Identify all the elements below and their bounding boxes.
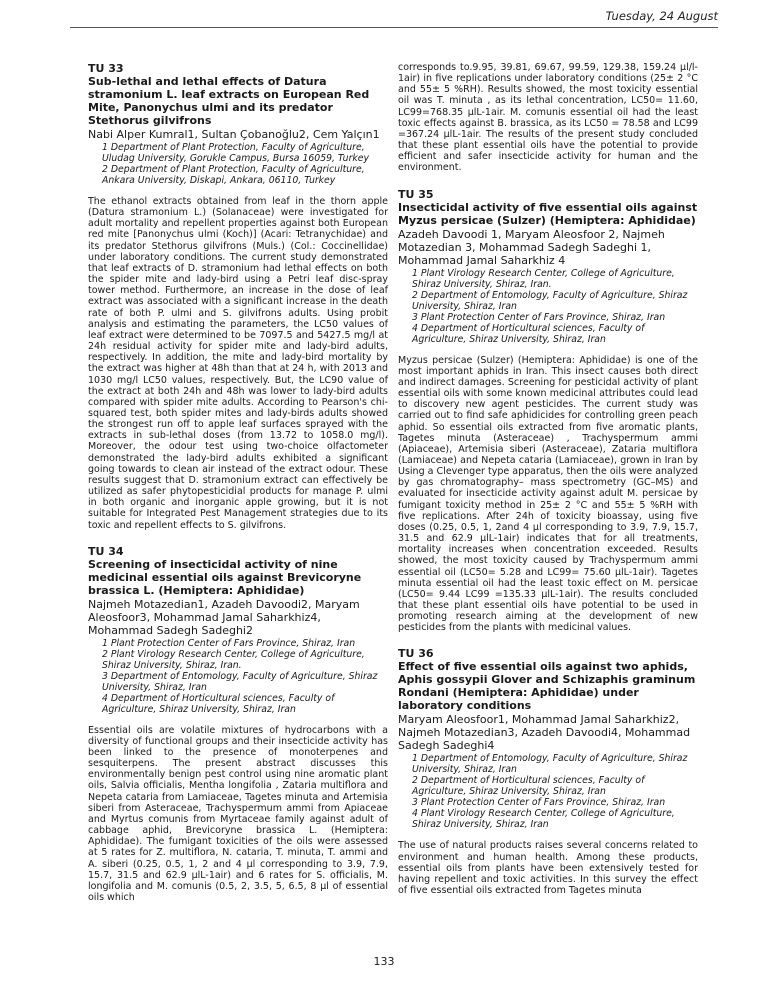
affiliation: 2 Department of Entomology, Faculty of Agriculture, Shiraz University, Shiraz, Iran <box>412 289 688 312</box>
abstract-authors: Azadeh Davoodi 1, Maryam Aleosfoor 2, Najmeh Motazedian 3, Mohammad Sadegh Sadeghi 1, Mohammad Jamal Saharkhiz 4 <box>398 227 665 267</box>
section-gap <box>398 633 698 647</box>
right-column <box>398 62 698 896</box>
running-header-date: Tuesday, 24 August <box>605 9 718 23</box>
affiliation: 4 Department of Horticultural sciences, Faculty of Agriculture, Shiraz University, Shiraz, Iran <box>102 692 335 715</box>
abstract-id: TU 35 <box>398 187 434 201</box>
abstract-body: Myzus persicae (Sulzer) (Hemiptera: Aphididae) is one of the most important aphids in Iran. This insect causes both direct and indirect damages. Screening for pesticidal activity of plant essential oils with some known medicinal attributes could lead to discovery new agent pesticides. The current study was carried out to find safe aphidicides for controlling green peach aphid. So essential oils extracted from five aromatic plants, Tagetes minuta (Asteraceae) , Trachyspermum ammi (Apiaceae), Artemisia siberi (Asteraceae), Zataria multiflora (Lamiaceae) and Nepeta cataria (Lamiaceae), grown in Iran by Using a Clevenger type apparatus, then the oils were analyzed by gas chromatography– mass spectrometry (GC–MS) and evaluated for insecticide activity against adult M. persicae by fumigant toxicity method in 25± 2 °C and 55± 5 %RH with five replications. After 24h of toxicity bioassay, using five doses (0.25, 0.5, 1, 2and 4 µl corresponding to 3.9, 7.9, 15.7, 31.5 and 62.9 µlL-1air) indicates that for all treatments, mortality increases when concentration exceeded. Results showed, the most toxicity caused by Trachyspermum ammi essential oil (LC50= 5.28 and LC99= 75.60 µlL-1air). Tagetes minuta essential oil had the least toxic effect on M. persicae (LC50= 9.44 LC99 =135.33 µlL-1air). The results concluded that these plant essential oils have potential to be used in promoting research aiming at the development of new pesticides from the plants with medicinal values. <box>398 354 698 634</box>
affiliation: 2 Department of Plant Protection, Faculty of Agriculture, Ankara University, Diskapi, Ankara, 06110, Turkey <box>102 164 365 186</box>
abstract-tu33 <box>88 62 388 531</box>
abstract-body-continued: corresponds to.9.95, 39.81, 69.67, 99.59, 129.38, 159.24 µl/l-1air) in five replications under laboratory conditions (25± 2 °C and 55± 5 %RH). Results showed, the most toxicity essential oil was T. minuta , as its lethal concentration, LC50= 11.60, LC99=768.35 µlL-1air. M. comunis essential oil had the least toxic effects against B. brassica, as its LC50 = 78.58 and LC99 =367.24 µlL-1air. The results of the present study concluded that these plant essential oils have the potential to provide efficient and safer insecticide activity for human and the environment. <box>398 62 698 174</box>
affiliation: 1 Department of Plant Protection, Faculty of Agriculture, Uludag University, Gorukle Campus, Bursa 16059, Turkey <box>102 142 369 164</box>
affiliation-list <box>102 142 388 186</box>
affiliation-list <box>412 753 698 830</box>
header-rule <box>70 27 718 28</box>
affiliation: 3 Plant Protection Center of Fars Province, Shiraz, Iran <box>412 311 666 323</box>
affiliation-list <box>102 638 388 715</box>
abstract-authors: Maryam Aleosfoor1, Mohammad Jamal Saharkhiz2, Najmeh Motazedian3, Azadeh Davoodi4, Mohammad Sadegh Sadeghi4 <box>398 713 691 753</box>
section-gap <box>88 531 388 545</box>
left-column <box>88 62 388 903</box>
affiliation: 3 Plant Protection Center of Fars Province, Shiraz, Iran <box>412 797 666 809</box>
page-number: 133 <box>373 955 395 968</box>
abstract-id: TU 36 <box>398 647 434 661</box>
affiliation-list <box>412 268 698 345</box>
affiliation: 2 Department of Horticultural sciences, Faculty of Agriculture, Shiraz University, Shiraz, Iran <box>412 775 645 798</box>
abstract-title: Insecticidal activity of five essential oils against Myzus persicae (Sulzer) (Hemiptera: Aphididae) <box>398 200 698 227</box>
abstract-title: Effect of five essential oils against two aphids, Aphis gossypii Glover and Schizaphis graminum Rondani (Hemiptera: Aphididae) under laboratory conditions <box>398 660 696 713</box>
abstract-body: The use of natural products raises several concerns related to environment and human health. Among these products, essential oils from plants have been extensively tested for having repellent and toxic activities. In this survey the effect of five essential oils extracted from Tagetes minuta <box>398 840 698 897</box>
affiliation: 2 Plant Virology Research Center, College of Agriculture, Shiraz University, Shiraz, Iran. <box>102 648 365 671</box>
affiliation: 1 Department of Entomology, Faculty of Agriculture, Shiraz University, Shiraz, Iran <box>412 753 688 776</box>
affiliation: 3 Department of Entomology, Faculty of Agriculture, Shiraz University, Shiraz, Iran <box>102 670 378 693</box>
section-gap <box>398 174 698 188</box>
abstract-authors: Najmeh Motazedian1, Azadeh Davoodi2, Maryam Aleosfoor3, Mohammad Jamal Saharkhiz4, Mohammad Sadegh Sadeghi2 <box>88 597 360 637</box>
abstract-id: TU 33 <box>88 62 124 75</box>
abstract-tu34 <box>88 545 388 904</box>
affiliation: 4 Department of Horticultural sciences, Faculty of Agriculture, Shiraz University, Shiraz, Iran <box>412 322 645 345</box>
abstract-tu35 <box>398 188 698 634</box>
abstract-body: The ethanol extracts obtained from leaf in the thorn apple (Datura stramonium L.) (Solanaceae) were investigated for adult mortality and repellent properties against both European red mite [Panonychus ulmi (Koch)] (Acari: Tetranychidae) and its predator Stethorus gilvifrons (Muls.) (Col.: Coccinellidae) under laboratory conditions. The current study demonstrated that leaf extracts of D. stramonium had lethal effects on both the spider mite and lady-bird using a Petri leaf disc-spray tower method. Furthermore, an increase in the dose of leaf extract was associated with a significant increase in the death rate of both P. ulmi and S. gilvifrons adults. Using probit analysis and estimating the parameters, the LC50 values of leaf extract were determined to be 7097.5 and 5427.5 mg/l at 24h residual activity for spider mite and lady-bird adults, respectively. In addition, the mite and lady-bird mortality by the extract was higher at 48h than that at 24 h, with 2013 and 1030 mg/l LC50 values, respectively. But, the LC90 value of the extract at both 24h and 48h was lower to lady-bird adults compared with spider mite adults. According to Pearson's chi-squared test, both spider mites and lady-birds adults showed the strongest run off to apple leaf surfaces sprayed with the extracts in sub-lethal doses (from 13.72 to 1058.0 mg/l). Moreover, the odour test using two-choice olfactometer demonstrated the lady-bird adults exhibited a significant going towards to clean air instead of the extract odour. These results suggest that D. stramonium extract can effectively be utilized as safer phytopesticidial products for manage P. ulmi in both organic and inorganic apple growing, but it is not suitable for Integrated Pest Management strategies due to its toxic and repellent effects to S. gilvifrons. <box>88 196 388 531</box>
affiliation: 1 Plant Virology Research Center, College of Agriculture, Shiraz University, Shiraz, Iran. <box>412 267 675 290</box>
abstract-body: Essential oils are volatile mixtures of hydrocarbons with a diversity of functional groups and their insecticide activity has been linked to the presence of monoterpenes and sesquiterpens. The present abstract discusses this environmentally benign pest control using nine aromatic plant oils, Salvia officialis, Mentha longifolia , Zataria multiflora and Nepeta cataria from Lamiaceae, Tagetes minuta and Artemisia siberi from Asteraceae, Trachyspermum ammi from Apiaceae and Myrtus comunis from Myrtaceae family against adult of cabbage aphid, Brevicoryne brassica L. (Hemiptera: Aphididae). The fumigant toxicities of the oils were assessed at 5 rates for Z. multiflora, N. cataria, T. minuta, T. ammi and A. siberi (0.25, 0.5, 1, 2 and 4 µl corresponding to 3.9, 7.9, 15.7, 31.5 and 62.9 µlL-1air) and 6 rates for S. officialis, M. longifolia and M. comunis (0.5, 2, 3.5, 5, 6.5, 8 µl of essential oils which <box>88 724 388 904</box>
abstract-title: Sub-lethal and lethal effects of Datura stramonium L. leaf extracts on European Red Mite, Panonychus ulmi and its predator Stethorus gilvifrons <box>88 75 370 127</box>
abstract-tu36 <box>398 647 698 896</box>
abstract-authors: Nabi Alper Kumral1, Sultan Çobanoğlu2, Cem Yalçın1 <box>88 128 380 141</box>
abstract-id: TU 34 <box>88 544 124 558</box>
affiliation: 1 Plant Protection Center of Fars Province, Shiraz, Iran <box>102 637 356 649</box>
abstract-title: Screening of insecticidal activity of nine medicinal essential oils against Brevicoryne brassica L. (Hemiptera: Aphididae) <box>88 557 362 597</box>
affiliation: 4 Plant Virology Research Center, College of Agriculture, Shiraz University, Shiraz, Iran <box>412 808 675 831</box>
